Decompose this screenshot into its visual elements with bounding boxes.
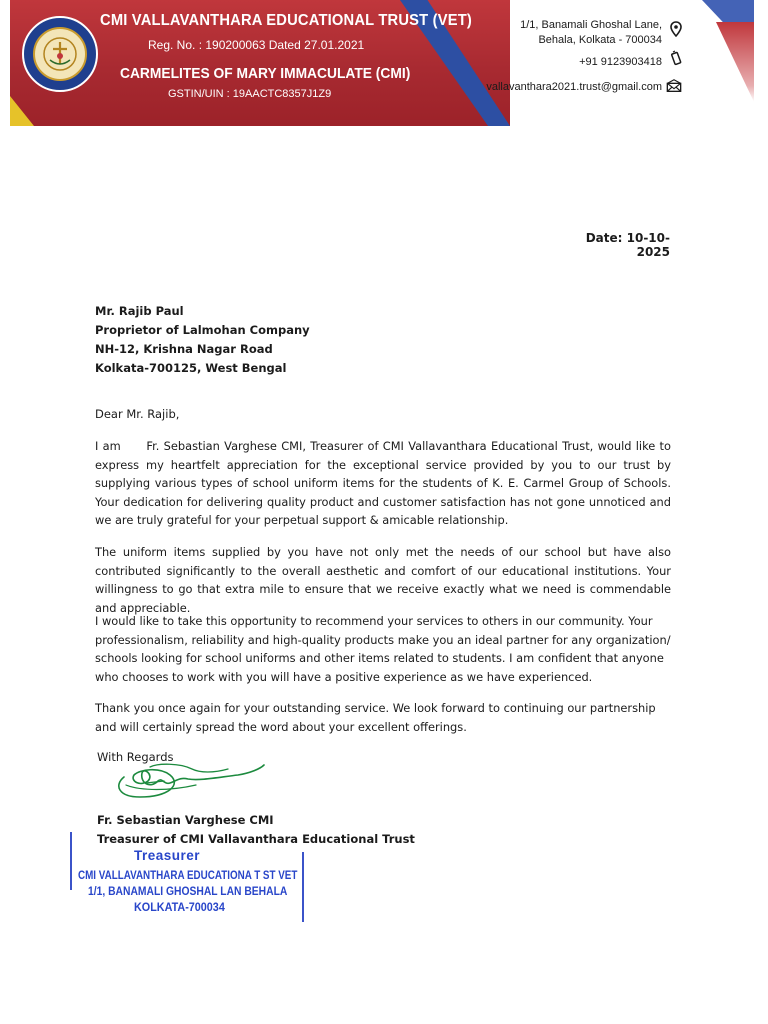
address-line-2: Behala, Kolkata - 700034 <box>538 34 662 46</box>
seal-emblem-icon <box>42 36 78 72</box>
letter-date: Date: 10-10-2025 <box>585 231 670 259</box>
recipient-address-line-2: Kolkata-700125, West Bengal <box>95 361 287 375</box>
corner-blue-accent <box>702 0 754 22</box>
signer-title: Treasurer of CMI Vallavanthara Educational Trust <box>97 832 415 846</box>
treasurer-stamp <box>64 830 314 925</box>
gstin-number: GSTIN/UIN : 19AACTC8357J1Z9 <box>168 88 332 100</box>
stamp-title: Treasurer <box>134 848 201 863</box>
trust-name: CMI VALLAVANTHARA EDUCATIONAL TRUST (VET) <box>100 12 472 29</box>
phone-number: +91 9123903418 <box>579 56 662 68</box>
handwritten-signature <box>110 755 270 803</box>
body-paragraph-2: The uniform items supplied by you have not only met the needs of our school but have also contributed significantly to the overall aesthetic and comfort of our educational institutions. Your willingness to go that extra mile to ensure that we receive exactly what we need is commendable and appreciable. <box>95 545 671 615</box>
email-address: vallavanthara2021.trust@gmail.com <box>486 81 662 93</box>
location-pin-icon <box>668 21 684 37</box>
corner-red-accent <box>716 22 754 102</box>
stamp-line-1: CMI VALLAVANTHARA EDUCATIONA T ST VET <box>78 868 298 882</box>
address-line-1: 1/1, Banamali Ghoshal Lane, <box>520 19 662 31</box>
salutation: Dear Mr. Rajib, <box>95 407 180 421</box>
signer-name: Fr. Sebastian Varghese CMI <box>97 813 274 827</box>
stamp-border-right <box>302 852 304 922</box>
email-icon <box>666 78 682 94</box>
recipient-address-line-1: NH-12, Krishna Nagar Road <box>95 342 273 356</box>
recipient-block <box>95 302 310 378</box>
body-paragraph-3: I would like to take this opportunity to recommend your services to others in our community. Your professionalism, reliability and high-quality products make you an ideal partner for any organization/ schools looking for school uniforms and other items related to students. I am confident that anyone who chooses to work with you will have a positive experience as we have experienced. <box>95 614 671 684</box>
recipient-name: Mr. Rajib Paul <box>95 304 184 318</box>
mobile-phone-icon <box>668 50 684 66</box>
parent-organization: CARMELITES OF MARY IMMACULATE (CMI) <box>120 65 411 82</box>
stamp-line-3: KOLKATA-700034 <box>134 900 225 914</box>
stamp-line-2: 1/1, BANAMALI GHOSHAL LAN BEHALA <box>88 884 288 898</box>
closing-text: With Regards <box>97 750 174 764</box>
body-paragraph-1: I am Fr. Sebastian Varghese CMI, Treasurer of CMI Vallavanthara Educational Trust, would like to express my heartfelt appreciation for the exceptional service provided by you to our trust by supplying various types of school uniform items for the students of K. E. Carmel Group of Schools. Your dedication for delivering quality product and customer satisfaction has not gone unnoticed and we are truly grateful for your perpetual support & amicable relationship. <box>95 439 675 528</box>
body-paragraph-4: Thank you once again for your outstanding service. We look forward to continuing our partnership and will certainly spread the word about your excellent offerings. <box>95 701 656 734</box>
recipient-title: Proprietor of Lalmohan Company <box>95 323 310 337</box>
registration-number: Reg. No. : 190200063 Dated 27.01.2021 <box>148 38 365 52</box>
letterhead <box>0 0 768 130</box>
stamp-border-left <box>70 832 72 890</box>
trust-seal-logo <box>22 16 98 92</box>
